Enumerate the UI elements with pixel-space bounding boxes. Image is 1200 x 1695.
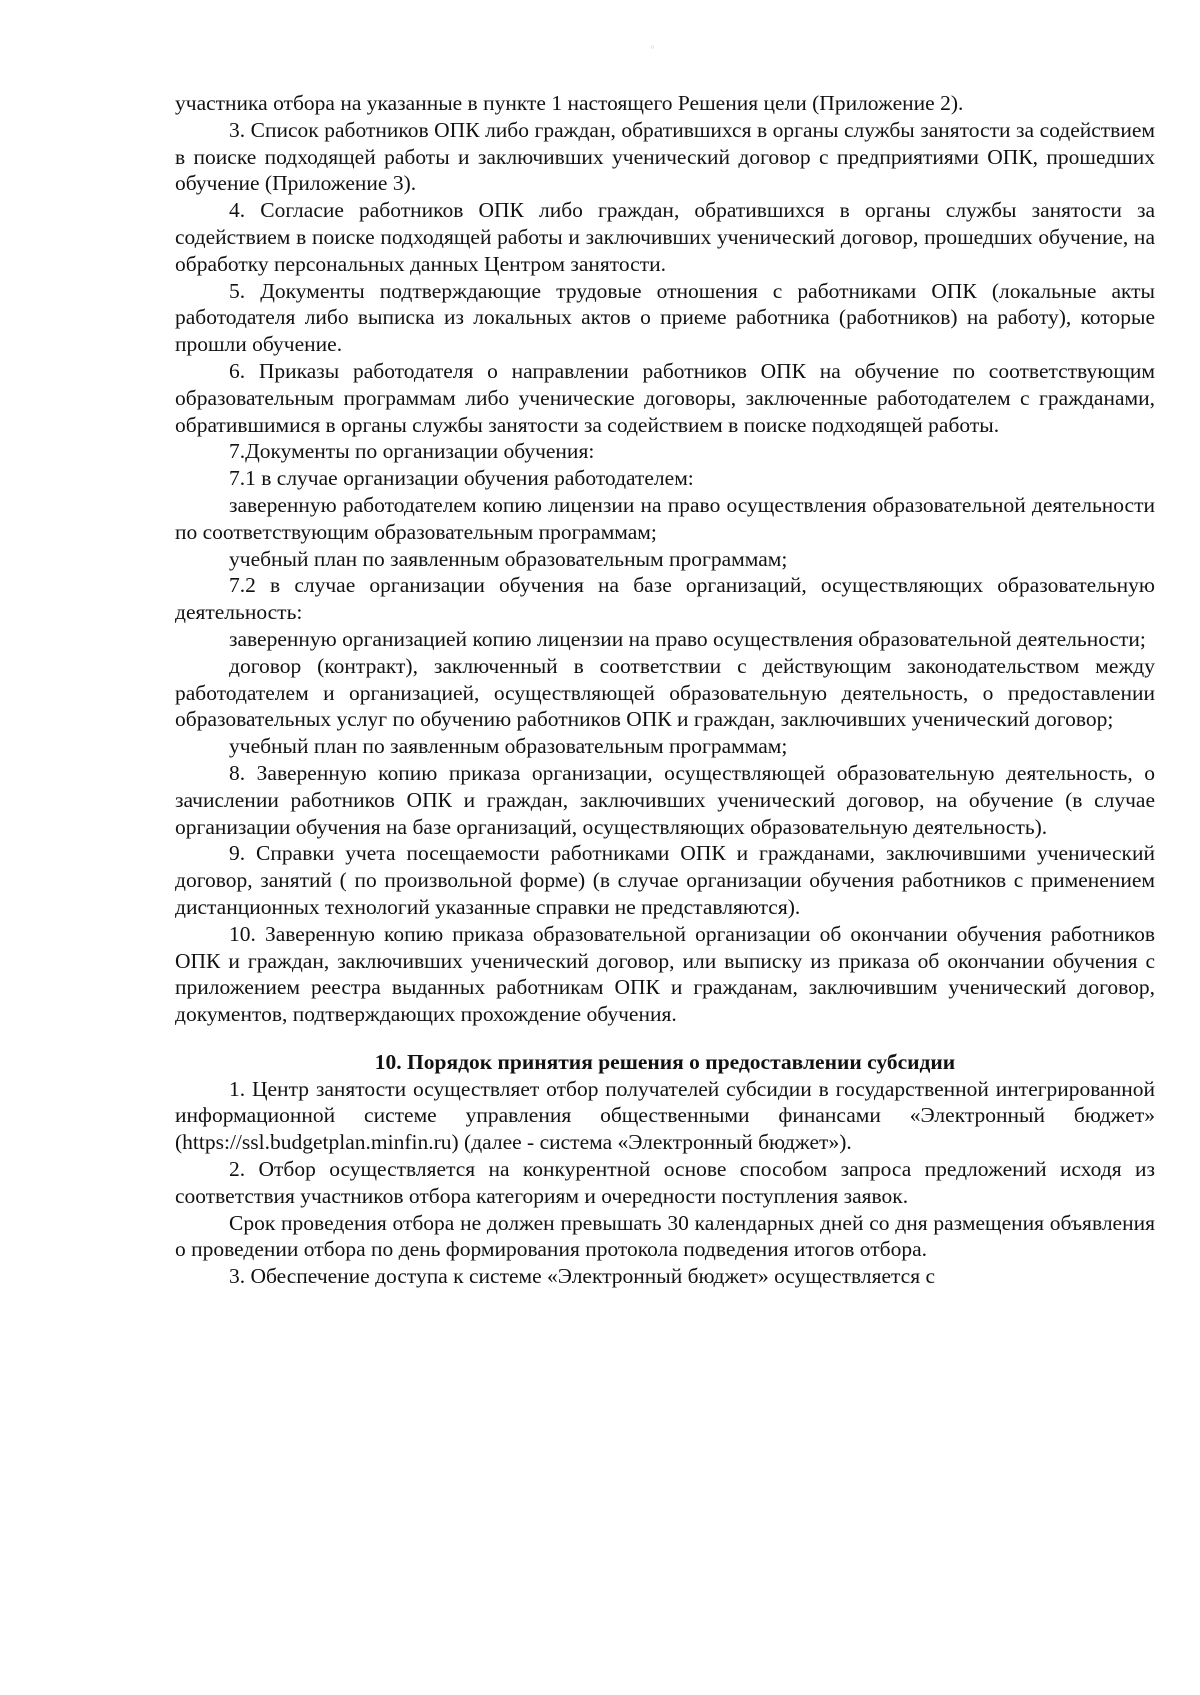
document-page	[175, 90, 1155, 1290]
paragraph: 6. Приказы работодателя о направлении работников ОПК на обучение по соответствующим образовательным программам либо ученические договоры, заключенные работодателем с гражданами, обратившимися в органы службы занятости за содействием в поиске подходящей работы.	[175, 358, 1155, 437]
paragraph: договор (контракт), заключенный в соответствии с действующим законодательством между работодателем и организацией, осуществляющей образовательную деятельность, о предоставлении образовательных услуг по обучению работников ОПК и граждан, заключивших ученический договор;	[175, 653, 1155, 732]
paragraphs-after-heading	[175, 1076, 1155, 1290]
paragraph: 7.2 в случае организации обучения на базе организаций, осуществляющих образовательную деятельность:	[175, 573, 1155, 625]
paragraph: учебный план по заявленным образовательным программам;	[229, 546, 788, 571]
paragraph: 8. Заверенную копию приказа организации, осуществляющей образовательную деятельность, о зачислении работников ОПК и граждан, заключивших ученический договор, на обучение (в случае организации обучения на базе организаций, осуществляющих образовательную деятельность).	[175, 760, 1155, 839]
paragraph: 1. Центр занятости осуществляет отбор получателей субсидии в государственной интегрированной информационной системе управления общественными финансами «Электронный бюджет» (https://ssl.budgetplan.minfin.ru) (далее - система «Электронный бюджет»).	[175, 1076, 1155, 1155]
paragraph: заверенную организацией копию лицензии на право осуществления образовательной деятельности;	[229, 626, 1146, 651]
paragraph: 3. Список работников ОПК либо граждан, обратившихся в органы службы занятости за содействием в поиске подходящей работы и заключивших ученический договор с предприятиями ОПК, прошедших обучение (Приложение 3).	[175, 117, 1155, 196]
page-number-mark: °	[650, 45, 655, 56]
paragraph: 2. Отбор осуществляется на конкурентной основе способом запроса предложений исходя из соответствия участников отбора категориям и очередности поступления заявок.	[175, 1157, 1155, 1208]
paragraphs-before-heading	[175, 90, 1155, 1028]
paragraph: участника отбора на указанные в пункте 1 настоящего Решения цели (Приложение 2).	[175, 91, 964, 115]
paragraph: 9. Справки учета посещаемости работниками ОПК и гражданами, заключившими ученический договор, занятий ( по произвольной форме) (в случае организации обучения работников с применением дистанционных технологий указанные справки не представляются).	[175, 841, 1155, 919]
paragraph: 3. Обеспечение доступа к системе «Электронный бюджет» осуществляется с	[229, 1264, 936, 1289]
section-heading: 10. Порядок принятия решения о предоставлении субсидии	[374, 1049, 956, 1074]
paragraph: 5. Документы подтверждающие трудовые отношения с работниками ОПК (локальные акты работодателя либо выписка из локальных актов о приеме работника (работников) на работу), которые прошли обучение.	[175, 278, 1155, 357]
paragraph: 4. Согласие работников ОПК либо граждан, обратившихся в органы службы занятости за содействием в поиске подходящей работы и заключивших ученический договор, прошедших обучение, на обработку персональных данных Центром занятости.	[175, 198, 1155, 276]
paragraph: Срок проведения отбора не должен превышать 30 календарных дней со дня размещения объявления о проведении отбора по день формирования протокола подведения итогов отбора.	[175, 1210, 1155, 1262]
paragraph: заверенную работодателем копию лицензии на право осуществления образовательной деятельности по соответствующим образовательным программам;	[175, 492, 1155, 544]
paragraph: 7.Документы по организации обучения:	[229, 439, 595, 464]
paragraph: учебный план по заявленным образовательным программам;	[229, 734, 788, 759]
paragraph: 10. Заверенную копию приказа образовательной организации об окончании обучения работников ОПК и граждан, заключивших ученический договор, или выписку из приказа об окончании обучения с приложением реестра выданных работникам ОПК и гражданам, заключившим ученический договор, документов, подтверждающих прохождение обучения.	[175, 921, 1155, 1027]
paragraph: 7.1 в случае организации обучения работодателем:	[229, 466, 694, 491]
